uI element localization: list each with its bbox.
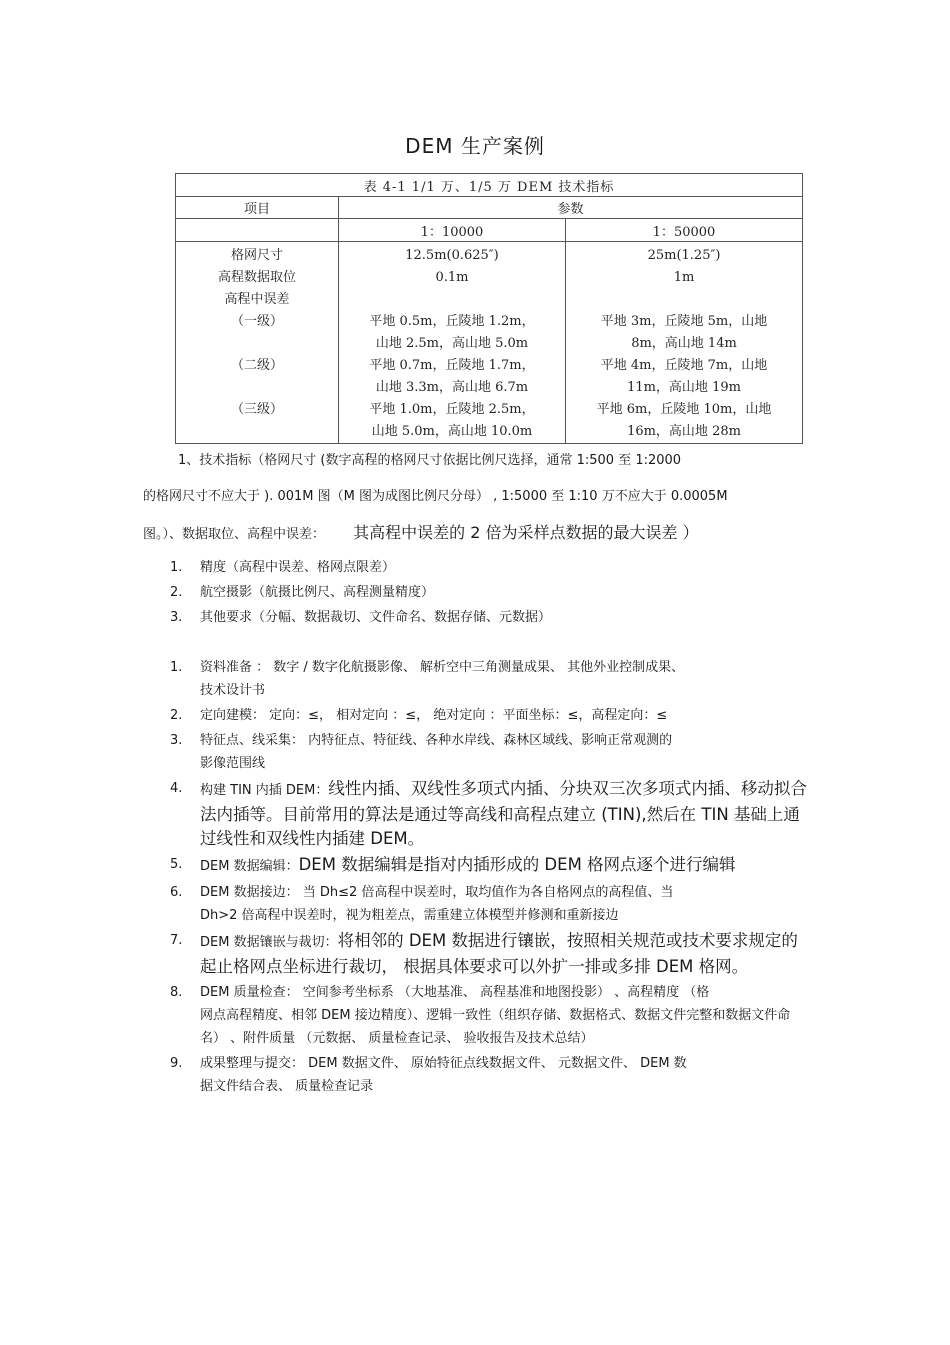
intro-line-1: 1、技术指标（格网尺寸 (数字高程的格网尺寸依据比例尺选择，通常 1:500 至 1:2000 [178, 453, 682, 468]
header-blank [176, 219, 339, 242]
level3-50000-b: 16m，高山地 28m [627, 424, 741, 439]
list-item: 8. DEM 质量检查： 空间参考坐标系 （大地基准、 高程基准和地图投影） 、高程精度 （格 网点高程精度、相邻 DEM 接边精度）、逻辑一致性（组织存储、数据格式、数据文件完整和数据文件命名） 、附件质量 （元数据、 质量检查记录、 验收报告及技术总结） [170, 985, 791, 1046]
list-item: 2. 航空摄影（航摄比例尺、高程测量精度） [170, 585, 435, 600]
label-level-2: （二级） [230, 358, 283, 373]
list-item: 7. DEM 数据镶嵌与裁切：将相邻的 DEM 数据进行镶嵌，按照相关规范或技术要求规定的起止格网点坐标进行裁切， 根据具体要求可以外扩一排或多排 DEM 格网。 [170, 931, 798, 976]
list-item: 3. 特征点、线采集： 内特征点、特征线、各种水岸线、森林区域线、影响正常观测的 影像范围线 [170, 733, 673, 771]
intro-line-3b: 其高程中误差的 2 倍为采样点数据的最大误差 ） [353, 523, 699, 542]
level1-50000-b: 8m，高山地 14m [631, 336, 737, 351]
table-caption: 表 4-1 1/1 万、1/5 万 DEM 技术指标 [176, 174, 803, 197]
grid-10000: 12.5m(0.625″) [405, 248, 499, 263]
level1-10000-a: 平地 0.5m，丘陵地 1.2m， [369, 314, 535, 329]
intro-line-3a: 图。）、数据取位、高程中误差： [143, 527, 326, 542]
list-item: 5. DEM 数据编辑：DEM 数据编辑是指对内插形成的 DEM 格网点逐个进行编辑 [170, 855, 736, 874]
list-item: 1. 精度（高程中误差、格网点限差） [170, 560, 396, 575]
dem-spec-table [175, 173, 803, 444]
grid-50000: 25m(1.25″) [647, 248, 721, 263]
scale-50000: 1：50000 [566, 219, 803, 242]
list-item: 1. 资料准备 ： 数字 / 数字化航摄影像、 解析空中三角测量成果、 其他外业控制成果、 技术设计书 [170, 660, 685, 698]
level3-10000-a: 平地 1.0m，丘陵地 2.5m， [369, 402, 535, 417]
list-item: 2. 定向建模： 定向：≤， 相对定向 ：≤， 绝对定向 ：平面坐标：≤，高程定向：≤ [170, 708, 668, 723]
list-item: 6. DEM 数据接边： 当 Dh≤2 倍高程中误差时，取均值作为各自格网点的高程值、当 Dh>2 倍高程中误差时，视为粗差点，需重建立体模型并修测和重新接边 [170, 885, 674, 923]
level2-10000-a: 平地 0.7m，丘陵地 1.7m， [369, 358, 535, 373]
level3-50000-a: 平地 6m，丘陵地 10m，山地 [596, 402, 772, 417]
label-level-3: （三级） [230, 402, 283, 417]
label-data-precision: 高程数据取位 [217, 270, 296, 285]
label-level-1: （一级） [230, 314, 283, 329]
row-labels-cell [176, 242, 339, 444]
list-item: 3. 其他要求（分幅、数据裁切、文件命名、数据存储、元数据） [170, 610, 552, 625]
intro-line-3 [143, 524, 699, 544]
label-elevation-error: 高程中误差 [224, 292, 290, 307]
values-50000-cell [566, 242, 803, 444]
level3-10000-b: 山地 5.0m，高山地 10.0m [371, 424, 533, 439]
page-title: DEM 生产案例 [405, 134, 545, 158]
label-grid-size: 格网尺寸 [230, 248, 283, 263]
level1-50000-a: 平地 3m，丘陵地 5m，山地 [600, 314, 768, 329]
requirements-list [168, 556, 808, 631]
scale-10000: 1：10000 [339, 219, 566, 242]
list-item: 4. 构建 TIN 内插 DEM：线性内插、双线性多项式内插、分块双三次多项式内插、移动拟合法内插等。目前常用的算法是通过等高线和高程点建立 (TIN),然后在 TIN 基础上通过线性和双线性内插建 DEM。 [170, 779, 807, 848]
header-item: 项目 [176, 197, 339, 219]
level2-50000-a: 平地 4m，丘陵地 7m，山地 [600, 358, 768, 373]
level2-50000-b: 11m，高山地 19m [627, 380, 741, 395]
list-item: 9. 成果整理与提交： DEM 数据文件、 原始特征点线数据文件、 元数据文件、 DEM 数 据文件结合表、 质量检查记录 [170, 1056, 687, 1094]
level2-10000-b: 山地 3.3m，高山地 6.7m [375, 380, 529, 395]
level1-10000-b: 山地 2.5m，高山地 5.0m [375, 336, 529, 351]
values-10000-cell [339, 242, 566, 444]
header-param: 参数 [339, 197, 803, 219]
precision-50000: 1m [673, 270, 695, 285]
workflow-list [168, 656, 808, 1100]
precision-10000: 0.1m [435, 270, 469, 285]
intro-line-2: 的格网尺寸不应大于 ). 001M 图（M 图为成图比例尺分母） , 1:5000 至 1:10 万不应大于 0.0005M [143, 489, 728, 504]
